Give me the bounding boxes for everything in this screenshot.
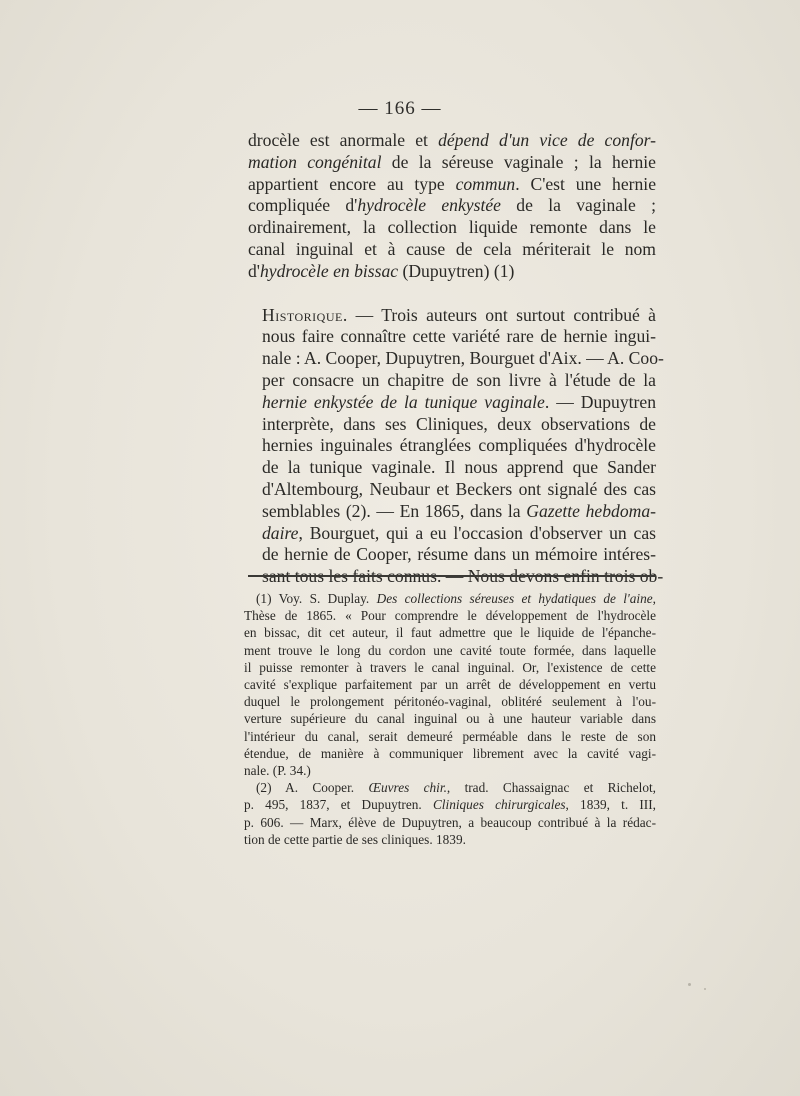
text-run: interprète, dans ses Cliniques, deux observations de <box>262 413 656 434</box>
text-line <box>244 642 656 659</box>
text-run: , trad. Chassaignac et Richelot, <box>446 780 657 796</box>
text-line <box>244 624 656 641</box>
text-run: compliquée d' <box>248 195 358 216</box>
text-line <box>248 479 656 501</box>
text-run: en bissac, dit cet auteur, il faut admettre que le liquide de l'épanche- <box>244 625 656 641</box>
text-run: , 1839, t. III, <box>565 797 656 813</box>
text-run: semblables (2). — En 1865, dans la <box>262 500 527 521</box>
text-run: d' <box>248 260 260 281</box>
text-run: d'Altembourg, Neubaur et Beckers ont signalé des cas <box>262 478 656 499</box>
text-run: sant tous les faits connus. — Nous devons enfin trois ob- <box>262 566 664 587</box>
text-run: , <box>652 591 656 606</box>
text-line <box>248 130 656 152</box>
text-run: de la séreuse vaginale ; la hernie <box>381 151 656 172</box>
text-run: p. 606. — Marx, élève de Dupuytren, a beaucoup contribué à la rédac- <box>244 814 656 830</box>
italic-text-run: commun <box>455 173 516 194</box>
text-run: ordinairement, la collection liquide remonte dans le <box>248 217 656 238</box>
italic-text-run: Des collections séreuses et hydatiques de l'aine <box>376 591 653 606</box>
text-line <box>248 305 656 327</box>
text-line <box>244 814 656 831</box>
text-run: p. 495, 1837, et Dupuytren. <box>244 797 433 813</box>
text-line <box>248 566 664 588</box>
italic-text-run: hernie enkystée de la tunique vaginale <box>262 391 545 412</box>
italic-text-run: hydrocèle enkystée <box>357 195 501 216</box>
text-run: il puisse remonter à travers le canal inguinal. Or, l'existence de cette <box>244 659 656 675</box>
text-run: cavité s'explique parfaitement par un arrêt de développement en vertu <box>244 677 656 693</box>
text-line <box>244 676 656 693</box>
main-text <box>248 130 664 588</box>
footnote-block <box>244 590 656 848</box>
italic-text-run: mation congénital <box>248 151 382 172</box>
text-line <box>248 457 656 479</box>
paper-speck <box>704 988 706 990</box>
text-run: ment trouve le long du cordon une cavité toute formée, dans laquelle <box>244 642 656 658</box>
text-line <box>248 523 656 545</box>
footnotes <box>244 590 656 848</box>
text-line <box>244 831 656 848</box>
page-number: — 166 — <box>358 98 442 119</box>
text-run: étendue, de manière à communiquer librement avec la cavité vagi- <box>244 745 656 761</box>
text-line <box>248 544 656 566</box>
text-line <box>248 195 656 217</box>
paper-speck <box>688 983 691 986</box>
italic-text-run: Œuvres chir. <box>368 780 447 796</box>
text-run: . C'est une hernie <box>515 173 656 194</box>
text-run: hernies inguinales étranglées compliquées d'hydrocèle <box>262 435 656 456</box>
text-line <box>248 501 656 523</box>
text-run: nale. (P. 34.) <box>244 763 311 779</box>
text-line <box>244 590 656 607</box>
footnote-separator <box>248 575 656 577</box>
text-run: l'intérieur du canal, serait demeuré perméable dans le reste de son <box>244 728 656 744</box>
italic-text-run: hydrocèle en bissac <box>259 260 399 281</box>
text-line <box>248 239 656 261</box>
italic-text-run: daire <box>262 522 299 543</box>
text-run: per consacre un chapitre de son livre à l'étude de la <box>262 369 656 390</box>
text-run: de la tunique vaginale. Il nous apprend que Sander <box>262 457 656 478</box>
text-line <box>244 693 656 710</box>
text-line <box>248 392 656 414</box>
text-line <box>248 174 656 196</box>
text-line <box>248 261 656 283</box>
text-line <box>244 728 656 745</box>
text-line <box>248 217 656 239</box>
text-run: nale : A. Cooper, Dupuytren, Bourguet d'Aix. — A. Coo- <box>262 348 664 369</box>
italic-text-run: dépend d'un vice de confor- <box>438 130 657 150</box>
text-line <box>248 348 664 370</box>
text-run: (Dupuytren) (1) <box>398 260 515 281</box>
text-line <box>244 779 656 796</box>
text-run: canal inguinal et à cause de cela mériterait le nom <box>248 238 656 259</box>
text-line <box>248 414 656 436</box>
paragraph-continuation <box>248 130 656 283</box>
text-run: (1) Voy. S. Duplay. <box>256 591 377 606</box>
text-line <box>244 710 656 727</box>
text-line <box>248 326 656 348</box>
text-run: (2) A. Cooper. <box>256 780 369 796</box>
italic-text-run: Gazette hebdoma- <box>526 500 656 521</box>
text-run: de la vaginale ; <box>500 195 656 216</box>
text-run: appartient encore au type <box>248 173 456 194</box>
italic-text-run: Cliniques chirurgicales <box>432 797 566 813</box>
text-run: drocèle est anormale et <box>248 130 439 150</box>
text-run: . — Dupuytren <box>544 391 656 412</box>
text-line <box>244 607 656 624</box>
text-line <box>244 796 656 813</box>
text-run: duquel le prolongement péritonéo-vaginal, oblitéré seulement à l'ou- <box>244 694 656 710</box>
text-run: Thèse de 1865. « Pour comprendre le développement de l'hydrocèle <box>244 608 656 624</box>
section-heading: Historique <box>262 304 343 325</box>
text-run: tion de cette partie de ses cliniques. 1839. <box>244 831 466 847</box>
paragraph-historique <box>248 304 664 588</box>
text-line <box>248 370 656 392</box>
text-line <box>244 745 656 762</box>
text-run: verture supérieure du canal inguinal ou à une hauteur variable dans <box>244 711 656 727</box>
text-line <box>244 659 656 676</box>
text-line <box>248 152 656 174</box>
text-run: nous faire connaître cette variété rare de hernie ingui- <box>262 326 656 347</box>
text-run: , Bourguet, qui a eu l'occasion d'observer un cas <box>298 522 656 543</box>
text-run: . — Trois auteurs ont surtout contribué à <box>342 304 656 325</box>
text-line <box>248 435 656 457</box>
text-run: de hernie de Cooper, résume dans un mémoire intéres- <box>262 544 656 565</box>
text-line <box>244 762 656 779</box>
